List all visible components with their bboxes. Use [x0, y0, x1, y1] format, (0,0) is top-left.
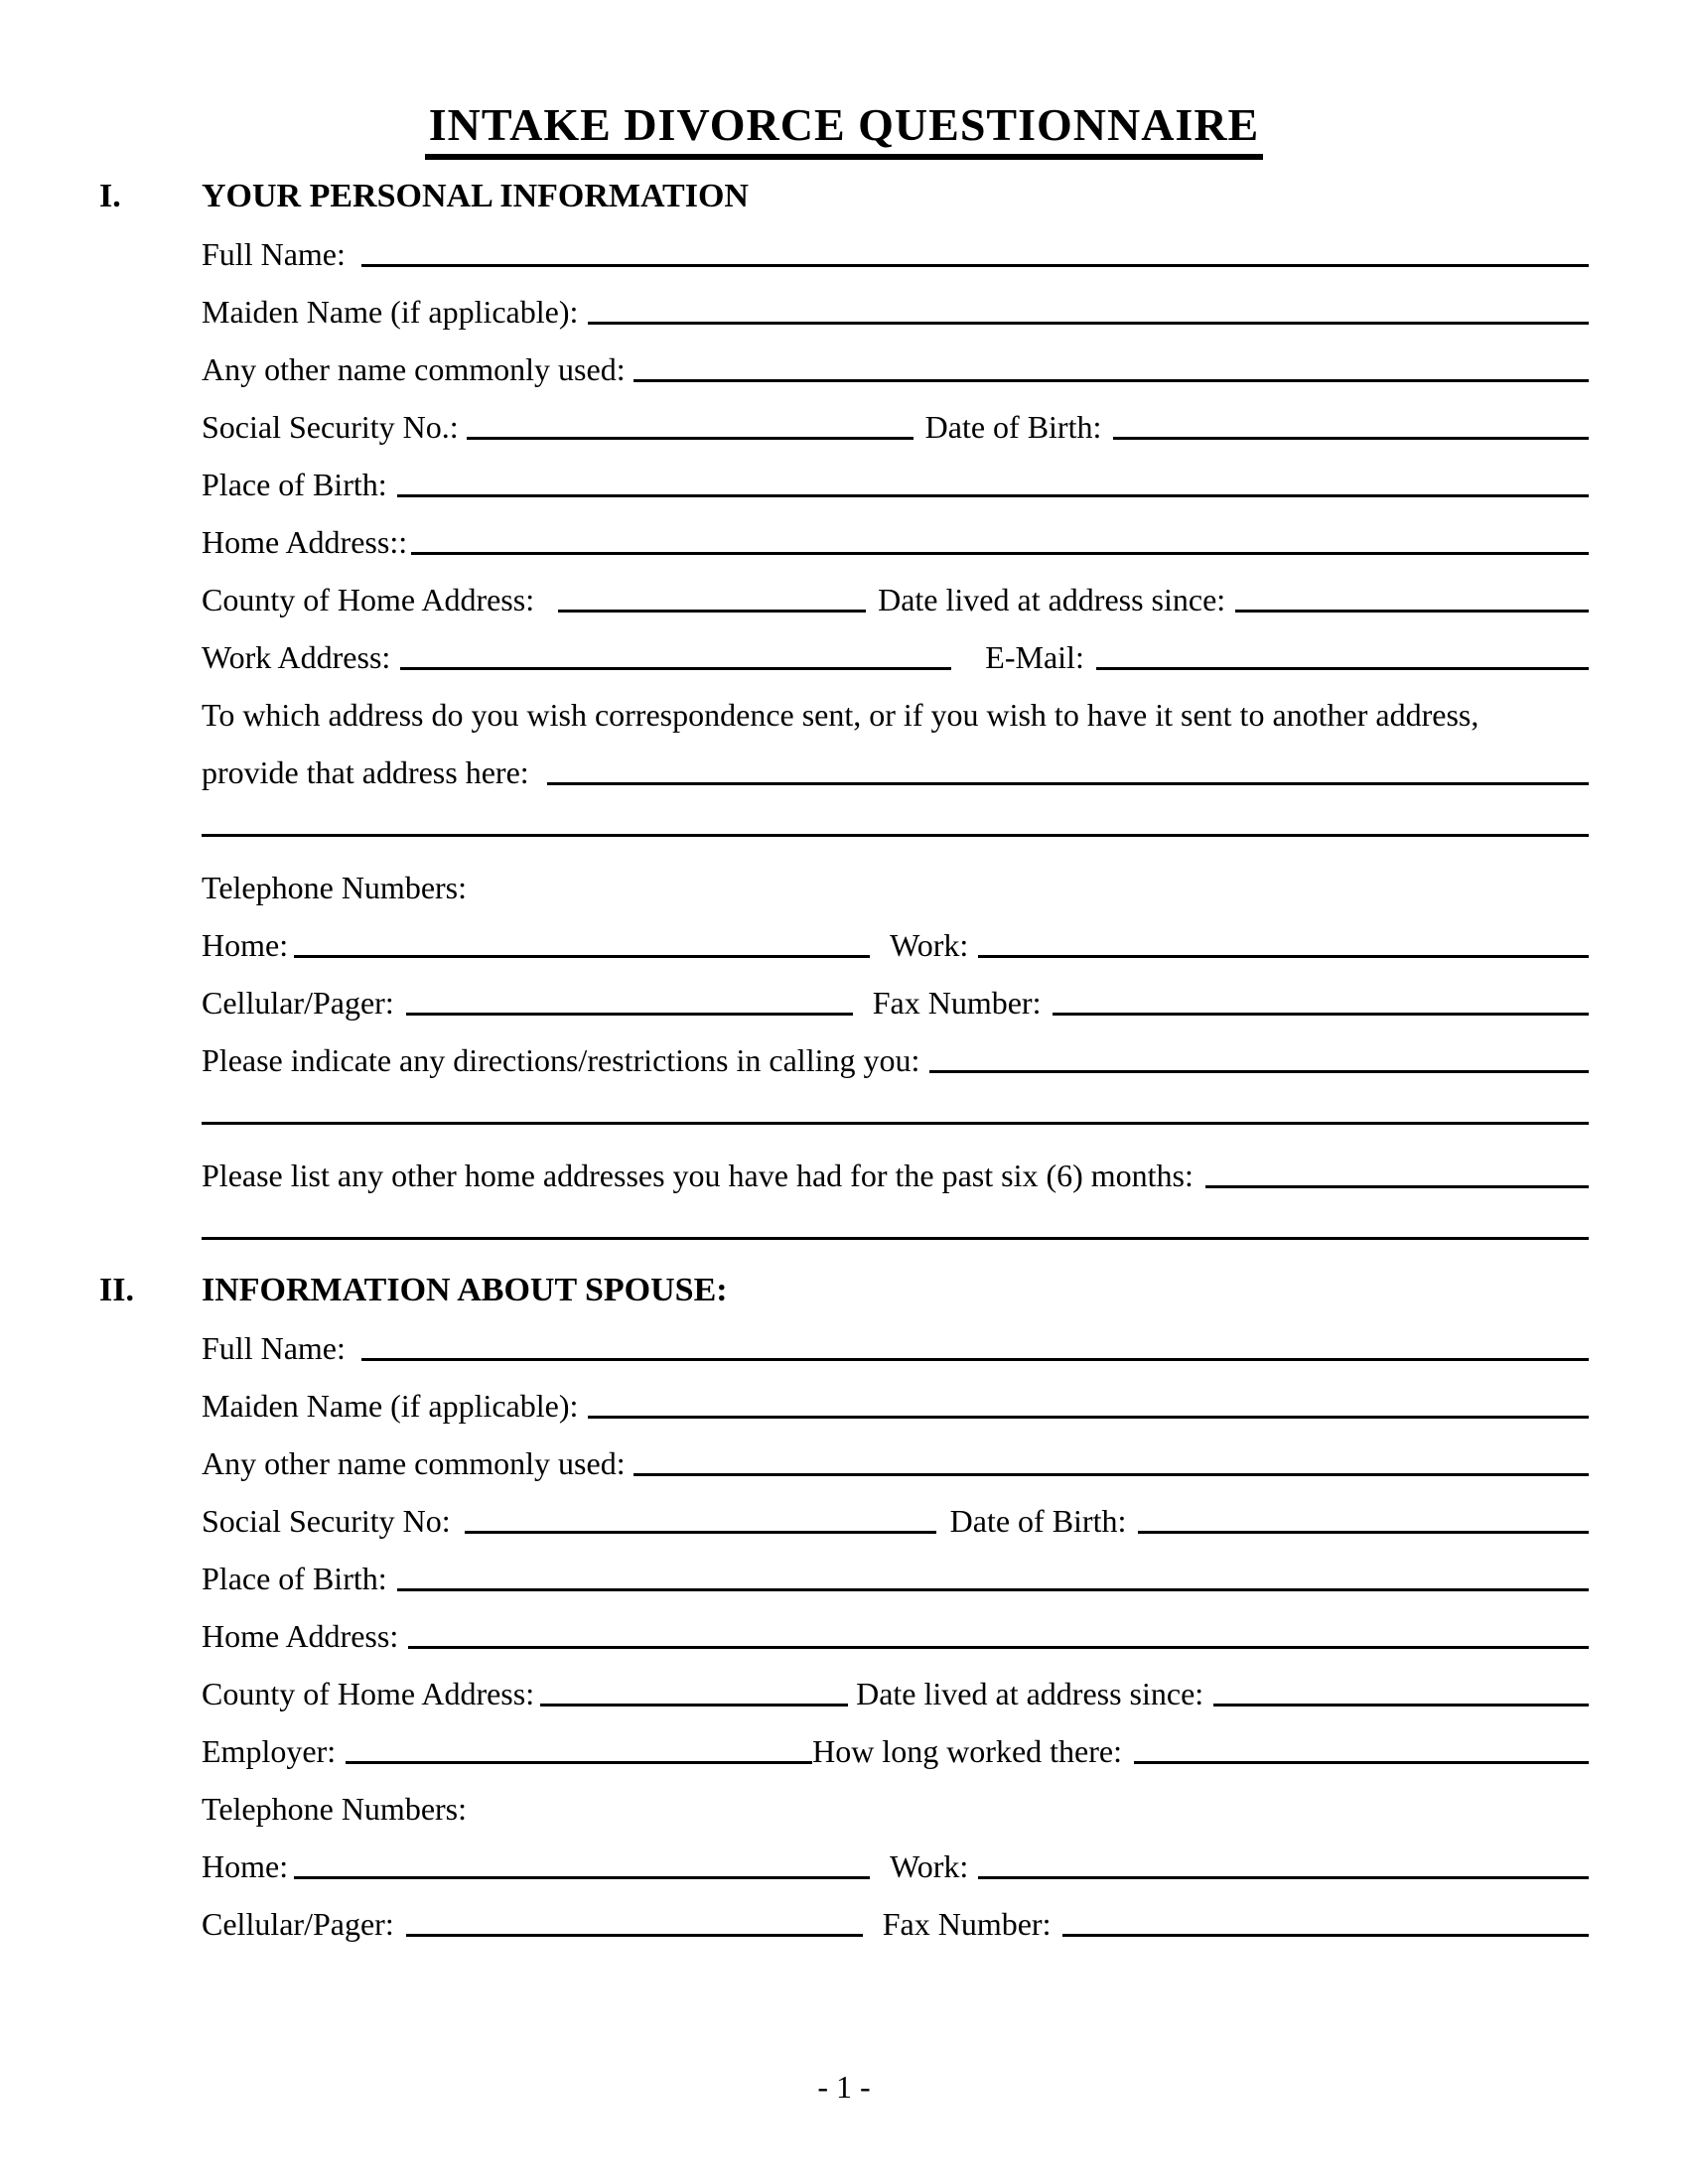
- label-row-telephone-2: [202, 1771, 1589, 1829]
- spouse-fax-blank-line: [1062, 1934, 1589, 1937]
- email-label: E-Mail:: [985, 639, 1084, 675]
- spouse-full-name-blank-line: [361, 1358, 1589, 1361]
- maiden-name-blank-line: [588, 322, 1589, 325]
- spouse-ssn-label: Social Security No:: [202, 1503, 451, 1539]
- full-name-label: Full Name:: [202, 236, 346, 272]
- county-label: County of Home Address:: [202, 582, 535, 617]
- home-phone-blank-line: [294, 955, 870, 958]
- work-phone-label: Work:: [890, 927, 969, 963]
- dob-blank-line: [1113, 437, 1589, 440]
- field-row-county-2: [202, 1656, 1589, 1713]
- home-address-blank-line: [411, 552, 1589, 555]
- spouse-county-blank-line: [540, 1704, 848, 1706]
- employer-label: Employer:: [202, 1733, 337, 1769]
- cellular-label: Cellular/Pager:: [202, 985, 394, 1021]
- field-row-place-of-birth-2: [202, 1541, 1589, 1598]
- field-row-maiden-name-1: [202, 274, 1589, 332]
- date-lived-label: Date lived at address since:: [878, 582, 1226, 617]
- field-row-other-name-2: [202, 1426, 1589, 1483]
- spouse-dob-blank-line: [1138, 1531, 1589, 1534]
- email-blank-line: [1096, 667, 1589, 670]
- maiden-name-label: Maiden Name (if applicable):: [202, 294, 579, 330]
- section-1-numeral: I.: [99, 178, 121, 214]
- full-name-blank-line: [361, 264, 1589, 267]
- call-restrictions-blank-line: [929, 1070, 1589, 1073]
- spouse-home-phone-label: Home:: [202, 1848, 289, 1884]
- text-row-correspondence: [202, 677, 1589, 735]
- field-row-cellular-fax-1: [202, 965, 1589, 1023]
- field-row-home-work-phone-2: [202, 1829, 1589, 1886]
- spouse-fax-label: Fax Number:: [882, 1906, 1052, 1942]
- how-long-label: How long worked there:: [812, 1733, 1122, 1769]
- telephone-heading: Telephone Numbers:: [202, 870, 468, 905]
- field-row-full-name-1: [202, 216, 1589, 274]
- date-lived-blank-line: [1235, 610, 1589, 613]
- spouse-cellular-blank-line: [406, 1934, 863, 1937]
- fax-blank-line: [1053, 1013, 1589, 1016]
- field-row-provide-address: [202, 735, 1589, 792]
- field-row-home-address-1: [202, 504, 1589, 562]
- spouse-work-phone-blank-line: [978, 1876, 1589, 1879]
- spouse-cellular-label: Cellular/Pager:: [202, 1906, 394, 1942]
- spouse-place-of-birth-blank-line: [397, 1588, 1589, 1591]
- call-restrictions-label: Please indicate any directions/restrictions in calling you:: [202, 1042, 920, 1078]
- work-address-label: Work Address:: [202, 639, 391, 675]
- field-row-employer-2: [202, 1713, 1589, 1771]
- field-row-place-of-birth-1: [202, 447, 1589, 504]
- continuation-line-row: [202, 1189, 1589, 1247]
- spouse-maiden-name-blank-line: [588, 1416, 1589, 1419]
- section-2-numeral: II.: [99, 1272, 134, 1308]
- call-restrictions-continuation-line: [202, 1122, 1589, 1125]
- field-row-work-address-1: [202, 619, 1589, 677]
- field-row-home-address-2: [202, 1598, 1589, 1656]
- ssn-blank-line: [467, 437, 914, 440]
- place-of-birth-blank-line: [397, 494, 1589, 497]
- other-name-blank-line: [633, 379, 1589, 382]
- continuation-line-row: [202, 1074, 1589, 1132]
- ssn-label: Social Security No.:: [202, 409, 459, 445]
- spouse-telephone-heading: Telephone Numbers:: [202, 1791, 468, 1827]
- past-addresses-continuation-line: [202, 1237, 1589, 1240]
- section-2-header: [99, 1253, 1589, 1310]
- work-address-blank-line: [400, 667, 951, 670]
- field-row-past-addresses: [202, 1138, 1589, 1195]
- spouse-ssn-blank-line: [465, 1531, 936, 1534]
- spouse-home-address-blank-line: [408, 1646, 1589, 1649]
- work-phone-blank-line: [978, 955, 1589, 958]
- field-row-county-1: [202, 562, 1589, 619]
- place-of-birth-label: Place of Birth:: [202, 467, 387, 502]
- field-row-cellular-fax-2: [202, 1886, 1589, 1944]
- page-number: - 1 -: [817, 2069, 871, 2105]
- past-addresses-label: Please list any other home addresses you have had for the past six (6) months:: [202, 1158, 1194, 1193]
- dob-label: Date of Birth:: [924, 409, 1102, 445]
- spouse-place-of-birth-label: Place of Birth:: [202, 1561, 387, 1596]
- spouse-home-phone-blank-line: [294, 1876, 870, 1879]
- continuation-line-row: [202, 786, 1589, 844]
- spouse-work-phone-label: Work:: [890, 1848, 969, 1884]
- field-row-home-work-phone-1: [202, 907, 1589, 965]
- cellular-blank-line: [406, 1013, 853, 1016]
- spouse-other-name-label: Any other name commonly used:: [202, 1445, 626, 1481]
- section-1-title: YOUR PERSONAL INFORMATION: [202, 178, 749, 214]
- section-2-title: INFORMATION ABOUT SPOUSE:: [202, 1272, 728, 1308]
- provide-address-continuation-line: [202, 834, 1589, 837]
- provide-address-blank-line: [547, 782, 1589, 785]
- spouse-date-lived-label: Date lived at address since:: [856, 1676, 1204, 1711]
- field-row-full-name-2: [202, 1310, 1589, 1368]
- spouse-full-name-label: Full Name:: [202, 1330, 346, 1366]
- field-row-other-name-1: [202, 332, 1589, 389]
- spouse-maiden-name-label: Maiden Name (if applicable):: [202, 1388, 579, 1424]
- spouse-home-address-label: Home Address:: [202, 1618, 399, 1654]
- past-addresses-blank-line: [1205, 1185, 1589, 1188]
- spouse-county-label: County of Home Address:: [202, 1676, 535, 1711]
- spouse-dob-label: Date of Birth:: [949, 1503, 1127, 1539]
- provide-address-label: provide that address here:: [202, 754, 529, 790]
- field-row-ssn-dob-2: [202, 1483, 1589, 1541]
- field-row-call-restrictions: [202, 1023, 1589, 1080]
- label-row-telephone-1: [202, 850, 1589, 907]
- spouse-date-lived-blank-line: [1213, 1704, 1589, 1706]
- correspondence-text: To which address do you wish correspondence sent, or if you wish to have it sent to another address,: [202, 697, 1479, 733]
- employer-blank-line: [346, 1761, 812, 1764]
- county-blank-line: [558, 610, 866, 613]
- other-name-label: Any other name commonly used:: [202, 351, 626, 387]
- document-title: INTAKE DIVORCE QUESTIONNAIRE: [425, 99, 1263, 160]
- field-row-ssn-dob-1: [202, 389, 1589, 447]
- section-1-header: [99, 159, 1589, 216]
- home-phone-label: Home:: [202, 927, 289, 963]
- title-block: [99, 99, 1589, 159]
- home-address-label: Home Address::: [202, 524, 408, 560]
- field-row-maiden-name-2: [202, 1368, 1589, 1426]
- how-long-blank-line: [1134, 1761, 1589, 1764]
- spouse-other-name-blank-line: [633, 1473, 1589, 1476]
- fax-label: Fax Number:: [872, 985, 1042, 1021]
